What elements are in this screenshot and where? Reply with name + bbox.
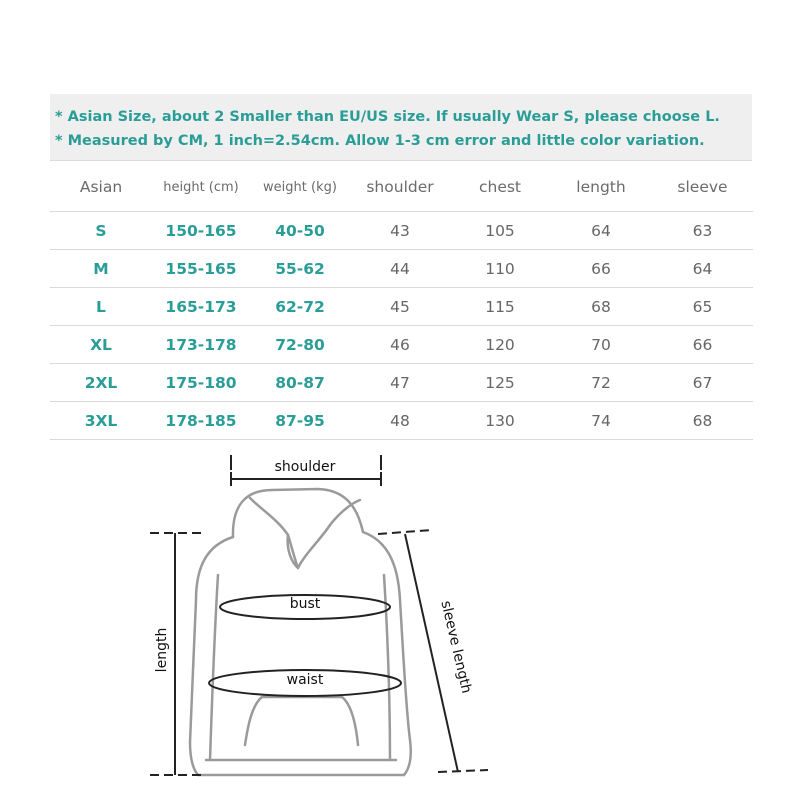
header-asian: Asian (50, 163, 152, 212)
cell-length: 64 (550, 212, 652, 250)
sleeve-length-label: sleeve length (437, 599, 475, 695)
bust-label: bust (289, 596, 321, 612)
cell-chest: 110 (450, 250, 550, 288)
cell-length: 72 (550, 364, 652, 402)
cell-length: 74 (550, 402, 652, 440)
cell-height: 173-178 (152, 326, 250, 364)
cell-shoulder: 47 (350, 364, 450, 402)
cell-height: 150-165 (152, 212, 250, 250)
cell-length: 70 (550, 326, 652, 364)
cell-chest: 130 (450, 402, 550, 440)
cell-sleeve: 66 (652, 326, 753, 364)
cell-shoulder: 45 (350, 288, 450, 326)
cell-size: L (50, 288, 152, 326)
header-sleeve: sleeve (652, 163, 753, 212)
cell-length: 66 (550, 250, 652, 288)
cell-height: 178-185 (152, 402, 250, 440)
header-height: height (cm) (152, 163, 250, 212)
cell-weight: 40-50 (250, 212, 350, 250)
cell-size: XL (50, 326, 152, 364)
cell-height: 175-180 (152, 364, 250, 402)
cell-shoulder: 46 (350, 326, 450, 364)
cell-size: 2XL (50, 364, 152, 402)
length-label: length (154, 627, 170, 673)
cell-sleeve: 68 (652, 402, 753, 440)
waist-label: waist (286, 672, 324, 688)
cell-length: 68 (550, 288, 652, 326)
cell-chest: 115 (450, 288, 550, 326)
cell-weight: 55-62 (250, 250, 350, 288)
cell-shoulder: 48 (350, 402, 450, 440)
header-shoulder: shoulder (350, 163, 450, 212)
cell-height: 165-173 (152, 288, 250, 326)
cell-weight: 80-87 (250, 364, 350, 402)
cell-size: M (50, 250, 152, 288)
notice-line-1: * Asian Size, about 2 Smaller than EU/US size. If usually Wear S, please choose L. (55, 109, 720, 125)
cell-sleeve: 63 (652, 212, 753, 250)
cell-weight: 87-95 (250, 402, 350, 440)
cell-chest: 125 (450, 364, 550, 402)
cell-shoulder: 43 (350, 212, 450, 250)
header-weight: weight (kg) (250, 163, 350, 212)
cell-chest: 105 (450, 212, 550, 250)
cell-shoulder: 44 (350, 250, 450, 288)
notice-line-2: * Measured by CM, 1 inch=2.54cm. Allow 1-3 cm error and little color variation. (55, 133, 705, 149)
hoodie-outline-icon (190, 489, 411, 775)
cell-sleeve: 67 (652, 364, 753, 402)
cell-weight: 72-80 (250, 326, 350, 364)
cell-weight: 62-72 (250, 288, 350, 326)
cell-chest: 120 (450, 326, 550, 364)
cell-size: S (50, 212, 152, 250)
header-length: length (550, 163, 652, 212)
cell-sleeve: 64 (652, 250, 753, 288)
cell-sleeve: 65 (652, 288, 753, 326)
header-chest: chest (450, 163, 550, 212)
cell-height: 155-165 (152, 250, 250, 288)
cell-size: 3XL (50, 402, 152, 440)
shoulder-label: shoulder (274, 459, 336, 475)
